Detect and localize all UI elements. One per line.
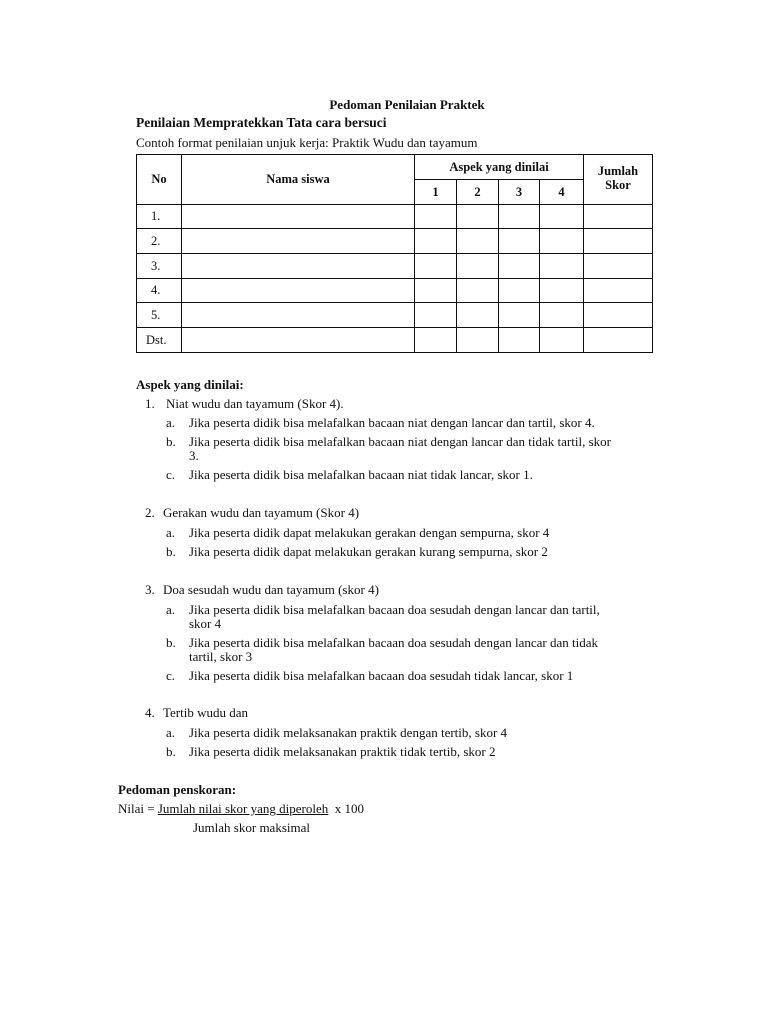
score-cell [540, 303, 584, 328]
formula-prefix: Nilai = [118, 801, 158, 816]
total-cell [584, 303, 653, 328]
item-letter: b. [166, 744, 176, 759]
item-text: Jika peserta didik bisa melafalkan bacaan doa sesudah dengan lancar dan tidak [189, 635, 598, 650]
header-aspek-1: 1 [415, 180, 457, 205]
criterion-title: Doa sesudah wudu dan tayamum (skor 4) [163, 582, 379, 597]
assessment-table [136, 154, 653, 353]
item-letter: a. [166, 725, 176, 740]
criterion-number: 4. [145, 705, 155, 720]
header-skor-label: Skor [605, 178, 631, 192]
total-cell [584, 229, 653, 254]
item-letter: c. [166, 668, 176, 683]
score-cell [499, 303, 540, 328]
total-cell [584, 254, 653, 279]
score-cell [415, 254, 457, 279]
header-no: No [137, 155, 182, 205]
table-row [137, 254, 653, 279]
score-cell [499, 279, 540, 303]
header-aspek-2: 2 [457, 180, 499, 205]
item-letter: a. [166, 602, 176, 617]
item-letter: b. [166, 544, 176, 559]
criterion-number: 2. [145, 505, 155, 520]
item-text-continuation: skor 4 [189, 616, 222, 631]
header-nama-siswa: Nama siswa [182, 155, 415, 205]
score-cell [499, 229, 540, 254]
row-number: 3. [137, 254, 182, 279]
scoring-formula [118, 801, 364, 817]
name-cell [182, 279, 415, 303]
total-cell [584, 279, 653, 303]
score-cell [499, 205, 540, 229]
table-row [137, 328, 653, 353]
score-cell [540, 229, 584, 254]
formula-multiplier: x 100 [328, 801, 364, 816]
score-cell [457, 328, 499, 353]
item-text: Jika peserta didik bisa melafalkan bacaan niat dengan lancar dan tartil, skor 4. [189, 415, 595, 430]
header-aspek-3: 3 [499, 180, 540, 205]
score-cell [415, 279, 457, 303]
score-cell [415, 303, 457, 328]
header-jumlah-skor [584, 155, 653, 205]
header-aspek: Aspek yang dinilai [415, 155, 584, 180]
item-text: Jika peserta didik bisa melafalkan bacaan niat dengan lancar dan tidak tartil, skor [189, 434, 611, 449]
row-number: Dst. [137, 328, 182, 353]
row-number: 1. [137, 205, 182, 229]
row-number: 2. [137, 229, 182, 254]
score-cell [457, 303, 499, 328]
score-cell [540, 205, 584, 229]
table-row [137, 303, 653, 328]
scoring-heading: Pedoman penskoran: [118, 782, 237, 797]
score-cell [457, 229, 499, 254]
table-row [137, 205, 653, 229]
score-cell [457, 254, 499, 279]
criterion-title: Tertib wudu dan [163, 705, 249, 720]
table-row [137, 229, 653, 254]
header-aspek-4: 4 [540, 180, 584, 205]
formula-denominator: Jumlah skor maksimal [193, 820, 310, 835]
score-cell [540, 254, 584, 279]
name-cell [182, 229, 415, 254]
intro-text: Contoh format penilaian unjuk kerja: Praktik Wudu dan tayamum [136, 135, 478, 150]
score-cell [457, 279, 499, 303]
score-cell [415, 229, 457, 254]
score-cell [499, 328, 540, 353]
total-cell [584, 205, 653, 229]
item-letter: a. [166, 415, 176, 430]
table-row [137, 279, 653, 303]
criterion-number: 3. [145, 582, 155, 597]
total-cell [584, 328, 653, 353]
item-text: Jika peserta didik dapat melakukan gerakan kurang sempurna, skor 2 [189, 544, 548, 559]
item-letter: c. [166, 467, 176, 482]
name-cell [182, 303, 415, 328]
item-text: Jika peserta didik bisa melafalkan bacaan doa sesudah tidak lancar, skor 1 [189, 668, 574, 683]
score-cell [415, 205, 457, 229]
item-text: Jika peserta didik bisa melafalkan bacaan niat tidak lancar, skor 1. [189, 467, 533, 482]
criterion-number: 1. [145, 396, 155, 411]
name-cell [182, 328, 415, 353]
item-letter: b. [166, 434, 176, 449]
item-text: Jika peserta didik dapat melakukan gerakan dengan sempurna, skor 4 [189, 525, 550, 540]
score-cell [540, 328, 584, 353]
criterion-title: Gerakan wudu dan tayamum (Skor 4) [163, 505, 360, 520]
item-text: Jika peserta didik melaksanakan praktik dengan tertib, skor 4 [189, 725, 508, 740]
criterion-title: Niat wudu dan tayamum (Skor 4). [166, 396, 344, 411]
header-jumlah-label: Jumlah [597, 164, 639, 178]
score-cell [540, 279, 584, 303]
item-letter: b. [166, 635, 176, 650]
score-cell [457, 205, 499, 229]
name-cell [182, 205, 415, 229]
item-letter: a. [166, 525, 176, 540]
name-cell [182, 254, 415, 279]
section-subtitle: Penilaian Mempratekkan Tata cara bersuci [136, 115, 387, 130]
row-number: 4. [137, 279, 182, 303]
item-text-continuation: 3. [189, 448, 199, 463]
formula-numerator: Jumlah nilai skor yang diperoleh [157, 801, 329, 816]
page-title: Pedoman Penilaian Praktek [329, 97, 485, 112]
item-text: Jika peserta didik melaksanakan praktik tidak tertib, skor 2 [189, 744, 496, 759]
item-text: Jika peserta didik bisa melafalkan bacaan doa sesudah dengan lancar dan tartil, [189, 602, 600, 617]
aspek-heading: Aspek yang dinilai: [136, 377, 244, 392]
score-cell [415, 328, 457, 353]
score-cell [499, 254, 540, 279]
row-number: 5. [137, 303, 182, 328]
item-text-continuation: tartil, skor 3 [189, 649, 253, 664]
